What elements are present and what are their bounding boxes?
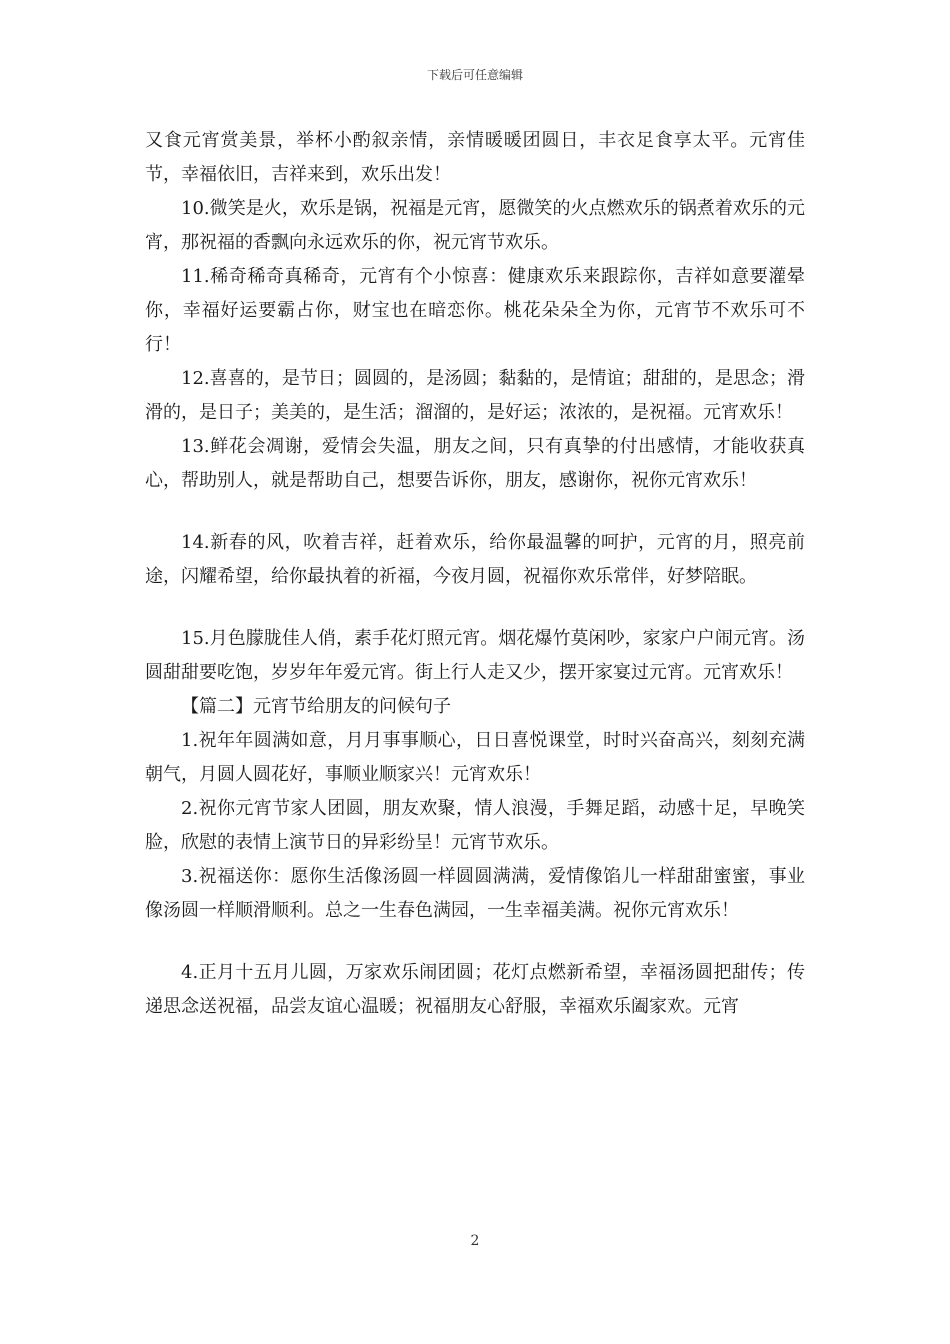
paragraph-item-12: 12.喜喜的，是节日；圆圆的，是汤圆；黏黏的，是情谊；甜甜的，是思念；滑滑的，是日子；美美的，是生活；溜溜的，是好运；浓浓的，是祝福。元宵欢乐！	[145, 368, 805, 423]
paragraph-item-11: 11.稀奇稀奇真稀奇，元宵有个小惊喜：健康欢乐来跟踪你，吉祥如意要灌晕你，幸福好运要霸占你，财宝也在暗恋你。桃花朵朵全为你，元宵节不欢乐可不行！	[145, 266, 805, 355]
paragraph-item-2: 2.祝你元宵节家人团圆，朋友欢聚，情人浪漫，手舞足蹈，动感十足，早晚笑脸，欣慰的表情上演节日的异彩纷呈！元宵节欢乐。	[145, 798, 805, 853]
paragraph-gap	[145, 498, 805, 526]
paragraph-item-13: 13.鲜花会凋谢，爱情会失温，朋友之间，只有真挚的付出感情，才能收获真心，帮助别人，就是帮助自己，想要告诉你，朋友，感谢你，祝你元宵欢乐！	[145, 436, 805, 491]
paragraph-item-4: 4.正月十五月儿圆，万家欢乐闹团圆；花灯点燃新希望，幸福汤圆把甜传；传递思念送祝福，品尝友谊心温暖；祝福朋友心舒服，幸福欢乐阖家欢。元宵	[145, 962, 805, 1017]
section-heading: 【篇二】元宵节给朋友的问候句子	[181, 696, 451, 717]
document-body	[145, 124, 805, 1024]
paragraph-item-10: 10.微笑是火，欢乐是锅，祝福是元宵，愿微笑的火点燃欢乐的锅煮着欢乐的元宵，那祝福的香飘向永远欢乐的你，祝元宵节欢乐。	[145, 198, 805, 253]
paragraph-item-15: 15.月色朦胧佳人俏，素手花灯照元宵。烟花爆竹莫闲吵，家家户户闹元宵。汤圆甜甜要吃饱，岁岁年年爱元宵。街上行人走又少，摆开家宴过元宵。元宵欢乐！	[145, 628, 805, 683]
paragraph-item-14: 14.新春的风，吹着吉祥，赶着欢乐，给你最温馨的呵护，元宵的月，照亮前途，闪耀希望，给你最执着的祈福，今夜月圆，祝福你欢乐常伴，好梦陪眠。	[145, 532, 805, 587]
paragraph-item-3: 3.祝福送你：愿你生活像汤圆一样圆圆满满，爱情像馅儿一样甜甜蜜蜜，事业像汤圆一样顺滑顺利。总之一生春色满园，一生幸福美满。祝你元宵欢乐！	[145, 866, 805, 921]
paragraph-item-1: 1.祝年年圆满如意，月月事事顺心，日日喜悦课堂，时时兴奋高兴，刻刻充满朝气，月圆人圆花好，事顺业顺家兴！元宵欢乐！	[145, 730, 805, 785]
page-number: 2	[470, 1233, 480, 1249]
paragraph-gap	[145, 594, 805, 622]
paragraph-gap	[145, 928, 805, 956]
paragraph-continuation: 又食元宵赏美景，举杯小酌叙亲情，亲情暖暖团圆日，丰衣足食享太平。元宵佳节，幸福依旧，吉祥来到，欢乐出发！	[145, 130, 805, 185]
page-header-note: 下载后可任意编辑	[426, 68, 523, 82]
